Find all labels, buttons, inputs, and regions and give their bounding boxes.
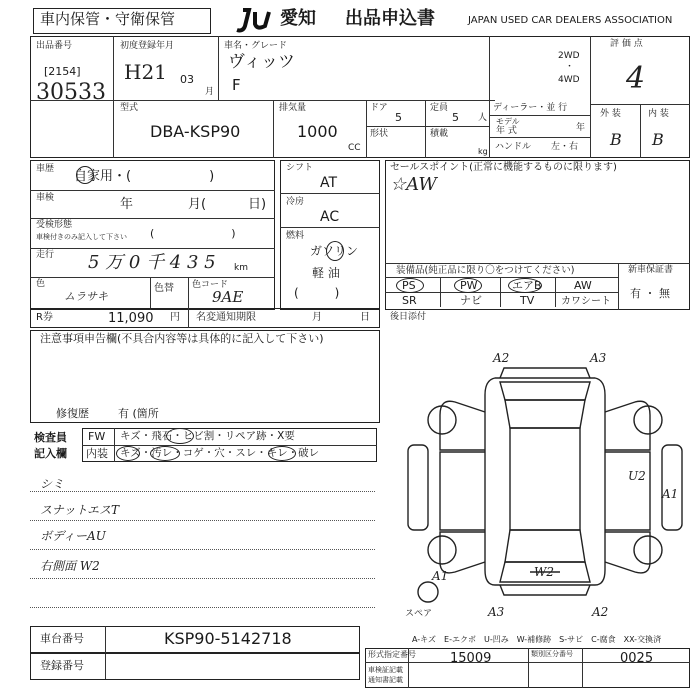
history-value: 自家用・( ) <box>74 169 215 184</box>
displacement-value: 1000 <box>297 122 338 141</box>
repair-value: 有 (箇所 <box>118 407 159 420</box>
load-label: 積載 <box>430 129 449 139</box>
equip-pw: PW <box>460 279 478 292</box>
storage-label: 車内保管・守衛保管 <box>40 10 176 28</box>
mileage-label: 走行 <box>36 250 55 260</box>
drive-2wd: 2WD <box>558 51 580 61</box>
wear-circle <box>268 446 296 461</box>
damage-legend: A-キズ E-エクボ U-凹み W-補修跡 S-サビ C-腐食 XX-交換済 <box>412 635 662 644</box>
diagram-mark-right-side: A1 <box>662 487 679 501</box>
model-year-label-1: モデル <box>496 117 520 126</box>
inspection-month: 月( <box>188 197 207 212</box>
color-label: 色 <box>36 279 46 289</box>
gasoline-circle <box>326 241 344 261</box>
stain-circle <box>150 446 180 461</box>
pw-circle <box>454 278 482 293</box>
notice-doc-label: 通知書記載 <box>368 676 403 684</box>
comment-4: 右側面 W2 <box>40 559 100 573</box>
inspection-year: 年 <box>120 197 134 212</box>
displacement-label: 排気量 <box>279 103 307 113</box>
car-name: ヴィッツ <box>228 52 295 72</box>
diagram-mark-rear-right: A2 <box>592 605 609 619</box>
fuel-other: ( ) <box>294 286 340 300</box>
color-change-label: 色替 <box>154 283 174 294</box>
first-reg-label: 初度登録年月 <box>120 41 175 51</box>
class-label: 類別区分番号 <box>531 650 573 658</box>
repair-label: 修復歴 <box>56 407 89 420</box>
new-warranty-value: 有 ・ 無 <box>630 287 670 300</box>
rtax-unit: 円 <box>170 312 180 323</box>
handle-label: ハンドル <box>495 142 532 152</box>
fw-label: FW <box>88 430 106 443</box>
comment-1: シミ <box>40 477 65 491</box>
comment-3: ボディーAU <box>40 529 106 543</box>
interior-label: 内 装 <box>648 109 669 119</box>
receipt-paren: ( ) <box>150 227 236 240</box>
history-label: 車歴 <box>36 164 55 174</box>
diagram-mark-left-rear: A1 <box>432 569 449 583</box>
lot-bracket-number: [2154] <box>44 65 81 78</box>
fw-items: キズ・飛石・ヒビ割・リペア跡・X要 <box>120 430 295 442</box>
name-change-month: 月 <box>312 312 322 323</box>
exterior-label: 外 装 <box>600 109 621 119</box>
name-change-label: 名変通知期限 <box>196 312 256 323</box>
car-name-label: 車名・グレード <box>224 41 288 51</box>
score-value: 4 <box>626 61 646 96</box>
inspection-label: 車検 <box>36 193 55 203</box>
handle-options: 左・右 <box>551 142 579 152</box>
interior-score: B <box>652 130 664 149</box>
equip-aw: AW <box>574 279 592 292</box>
drive-4wd: 4WD <box>558 75 580 85</box>
score-label: 評 価 点 <box>610 39 643 49</box>
equip-navi: ナビ <box>460 294 482 307</box>
equip-ps: PS <box>402 279 416 292</box>
mileage-value: 5 万 0 千 4 3 5 <box>88 252 216 273</box>
notes-label: 注意事項申告欄(不具合内容等は具体的に記入して下さい) <box>40 332 324 345</box>
dealer-label: ディーラー・並 行 <box>493 103 568 113</box>
first-reg-month: 03 <box>180 73 194 86</box>
reg-number-label: 登録番号 <box>40 659 84 672</box>
cooling-value: AC <box>320 209 340 225</box>
displacement-unit: CC <box>348 143 361 153</box>
equip-sr: SR <box>402 294 417 307</box>
first-reg-month-unit: 月 <box>205 87 215 97</box>
shift-value: AT <box>320 175 338 191</box>
fuel-label: 燃料 <box>286 231 305 241</box>
sales-point-label: セールスポイント(正常に機能するものに限ります) <box>390 162 617 173</box>
chassis-label: 車台番号 <box>40 632 84 645</box>
lot-label: 出品番号 <box>36 41 73 51</box>
interior-items: キズ・汚レ・コゲ・穴・スレ・キレ・破レ <box>120 447 320 459</box>
designation-label: 形式指定番号 <box>368 650 416 659</box>
designation-value: 15009 <box>450 651 492 666</box>
seats-value: 5 <box>452 111 459 124</box>
drive-dot: ・ <box>565 62 575 72</box>
fuel-gasoline: ガソリン <box>310 244 359 258</box>
diagram-mark-rear-left: A3 <box>488 605 505 619</box>
car-grade: F <box>232 76 241 94</box>
registration-cert-label: 車検証記載 <box>368 666 403 674</box>
inspector-label-2: 記入欄 <box>34 447 67 460</box>
equip-leather: カワシート <box>561 296 611 307</box>
class-value: 0025 <box>620 651 654 666</box>
doors-value: 5 <box>395 111 402 124</box>
comment-2: スナットエスT <box>40 503 120 517</box>
private-use-circle <box>76 166 94 184</box>
rtax-value: 11,090 <box>108 311 154 326</box>
equipment-label: 装備品(純正品に限り〇をつけてください) <box>396 265 575 276</box>
equip-tv: TV <box>520 294 535 307</box>
shift-label: シフト <box>286 163 314 173</box>
model-year-label-2: 年 式 <box>496 126 517 136</box>
rtax-label: R券 <box>36 312 53 323</box>
receipt-label: 受検形態 <box>36 220 73 230</box>
diagram-mark-front-right: A3 <box>590 351 607 365</box>
cooling-label: 冷房 <box>286 197 305 207</box>
seats-label: 定員 <box>430 103 449 113</box>
color-code-value: 9AE <box>212 288 244 306</box>
airbag-circle <box>508 278 542 293</box>
diagram-mark-rear-center: W2 <box>534 565 554 579</box>
info-block <box>30 36 690 158</box>
association-name: JAPAN USED CAR DEALERS ASSOCIATION <box>468 15 673 26</box>
name-change-day: 日 <box>360 312 370 323</box>
diagram-mark-right-door: U2 <box>628 469 646 483</box>
lot-number: 30533 <box>36 80 106 105</box>
ps-circle <box>396 278 424 293</box>
spare-tire-label: スペア <box>405 609 433 619</box>
fuel-light-oil: 軽 油 <box>312 266 340 280</box>
chassis-value: KSP90-5142718 <box>164 629 292 648</box>
diagram-mark-front-left: A2 <box>493 351 510 365</box>
logo-place: 愛知 <box>280 8 316 29</box>
sales-point-value: ☆AW <box>390 174 437 195</box>
interior-check-label: 内装 <box>86 447 108 460</box>
model-label: 型式 <box>120 103 139 113</box>
doors-label: ドア <box>370 103 388 113</box>
new-warranty-label: 新車保証書 <box>628 265 674 275</box>
receipt-note: 車検付きのみ記入して下さい <box>36 233 127 241</box>
shape-label: 形状 <box>370 129 389 139</box>
exterior-score: B <box>610 130 622 149</box>
post-attach-label: 後日添付 <box>390 312 427 322</box>
load-unit: kg <box>478 147 488 156</box>
color-value: ムラサキ <box>64 290 108 303</box>
scratch-circle <box>116 446 140 461</box>
chip-circle <box>166 428 194 444</box>
model-value: DBA-KSP90 <box>150 122 241 141</box>
color-code-label: 色コード <box>192 280 229 290</box>
inspector-label-1: 検査員 <box>34 431 67 444</box>
equip-airbag: エアB <box>512 279 542 292</box>
form-title: 出品申込書 <box>345 8 435 29</box>
seats-unit: 人 <box>478 113 488 123</box>
first-reg-year: H21 <box>124 60 167 84</box>
inspection-day: 日) <box>248 197 267 212</box>
model-year-unit: 年 <box>576 123 586 133</box>
mileage-unit: km <box>234 263 248 273</box>
